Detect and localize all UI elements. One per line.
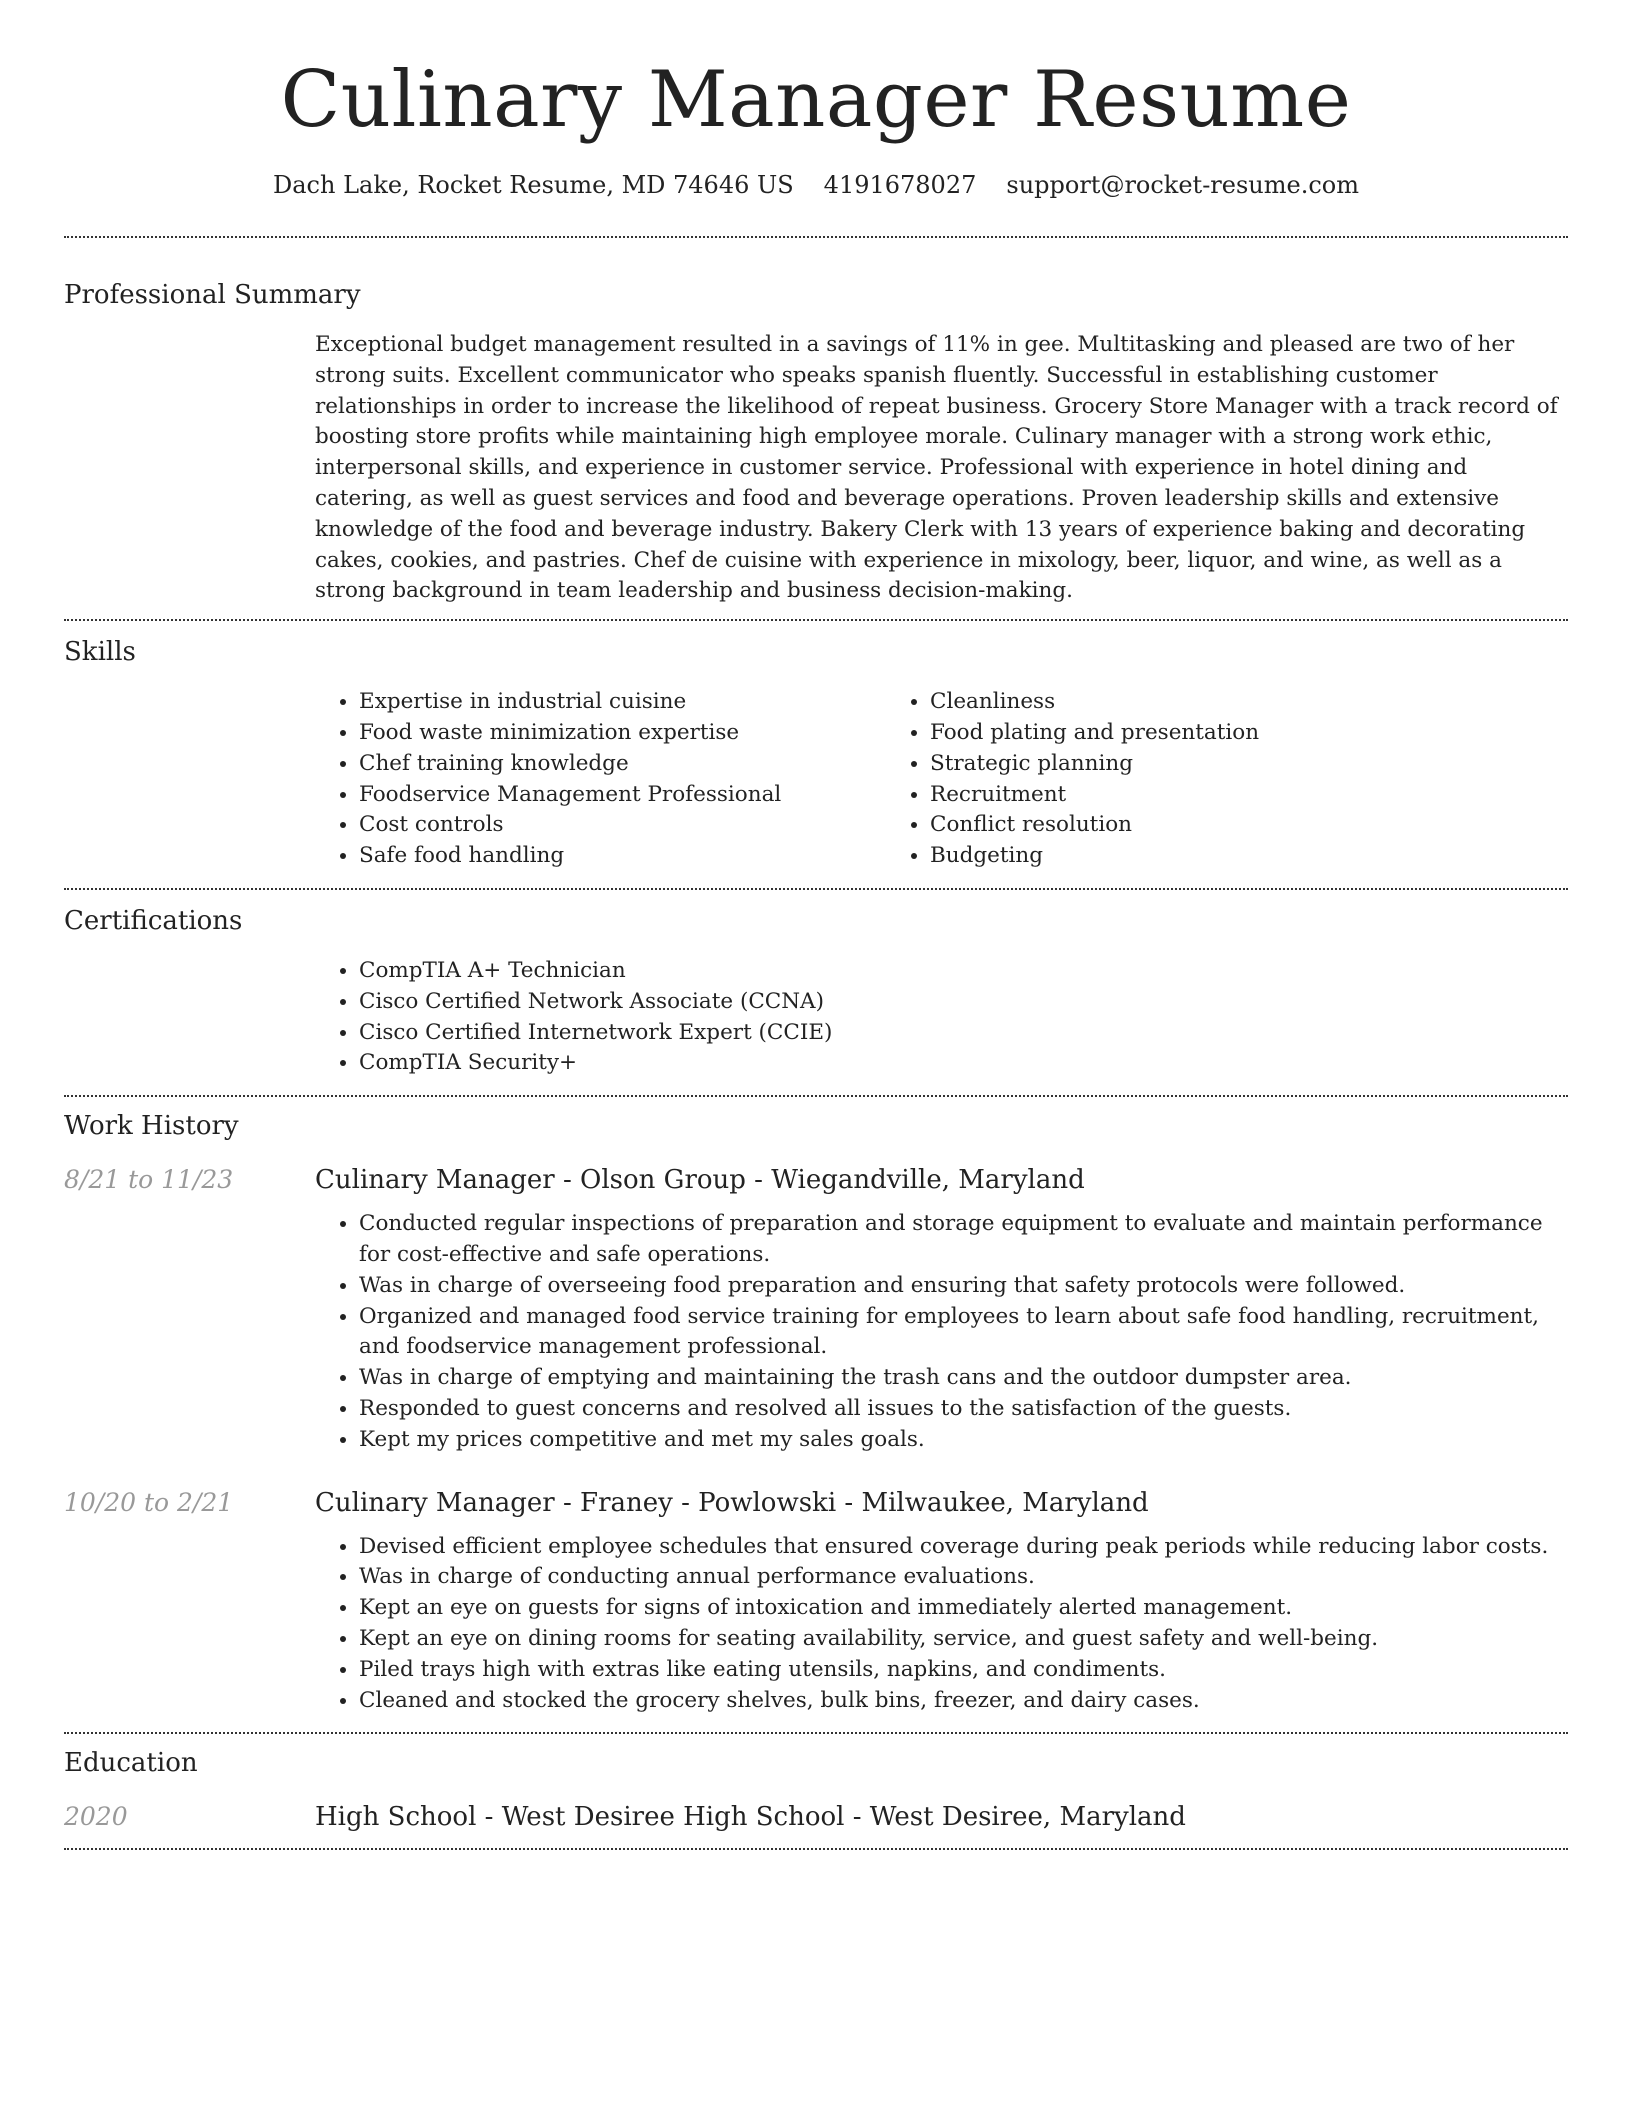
resume-page: [64, 0, 1568, 1850]
job-bullet: • Piled trays high with extras like eating utensils, napkins, and condiments.: [359, 1655, 1568, 1686]
section-divider: [64, 1848, 1568, 1850]
job-date: 8/21 to 11/23: [64, 1165, 234, 1195]
job-details: [315, 1209, 1568, 1455]
education-heading: Education: [64, 1748, 198, 1779]
skills-list-right: [886, 687, 1457, 872]
education-school: High School - West Desiree High School - West Desiree, Maryland: [315, 1802, 1186, 1833]
skill-item: • Conflict resolution: [930, 810, 1457, 841]
job-entry: [64, 1488, 1568, 1518]
job-bullet: • Kept an eye on dining rooms for seating availability, service, and guest safety and well-being.: [359, 1624, 1568, 1655]
certification-item: • Cisco Certified Network Associate (CCNA): [359, 987, 1568, 1018]
job-entry: [64, 1165, 1568, 1195]
section-divider: [64, 1095, 1568, 1097]
job-bullet: • Was in charge of overseeing food preparation and ensuring that safety protocols were followed.: [359, 1271, 1568, 1302]
job-bullet: • Cleaned and stocked the grocery shelves, bulk bins, freezer, and dairy cases.: [359, 1686, 1568, 1717]
section-divider: [64, 888, 1568, 890]
skill-item: • Food waste minimization expertise: [359, 718, 886, 749]
section-divider: [64, 236, 1568, 238]
skills-heading: Skills: [64, 637, 136, 668]
job-bullet: • Devised efficient employee schedules that ensured coverage during peak periods while reducing labor costs.: [359, 1532, 1568, 1563]
certifications-block: [315, 956, 1568, 1079]
skill-item: • Recruitment: [930, 780, 1457, 811]
job-bullet: • Was in charge of emptying and maintaining the trash cans and the outdoor dumpster area.: [359, 1363, 1568, 1394]
work-history-heading: Work History: [64, 1111, 239, 1142]
section-divider: [64, 619, 1568, 621]
certification-item: • CompTIA A+ Technician: [359, 956, 1568, 987]
contact-phone: 4191678027: [823, 171, 977, 199]
job-bullets: [315, 1209, 1568, 1455]
certification-item: • CompTIA Security+: [359, 1048, 1568, 1079]
education-date: 2020: [64, 1802, 128, 1832]
skills-list-left: [315, 687, 886, 872]
job-bullet: • Kept an eye on guests for signs of intoxication and immediately alerted management.: [359, 1593, 1568, 1624]
section-divider: [64, 1732, 1568, 1734]
skill-item: • Strategic planning: [930, 749, 1457, 780]
certifications-list: [315, 956, 1568, 1079]
skills-columns: [315, 687, 1568, 872]
resume-title: Culinary Manager Resume: [280, 55, 1352, 145]
skill-item: • Expertise in industrial cuisine: [359, 687, 886, 718]
job-bullets: [315, 1532, 1568, 1717]
job-bullet: • Conducted regular inspections of preparation and storage equipment to evaluate and maintain performance for cost-effective and safe operations.: [359, 1209, 1568, 1271]
certifications-heading: Certifications: [64, 905, 243, 936]
contact-address: Dach Lake, Rocket Resume, MD 74646 US: [273, 171, 794, 199]
education-entry: [64, 1802, 1568, 1832]
skill-item: • Food plating and presentation: [930, 718, 1457, 749]
contact-line: [64, 168, 1568, 202]
skill-item: • Cleanliness: [930, 687, 1457, 718]
skill-item: • Safe food handling: [359, 841, 886, 872]
job-bullet: • Kept my prices competitive and met my sales goals.: [359, 1425, 1568, 1456]
job-bullet: • Was in charge of conducting annual performance evaluations.: [359, 1562, 1568, 1593]
skill-item: • Cost controls: [359, 810, 886, 841]
job-date: 10/20 to 2/21: [64, 1487, 234, 1517]
job-bullet: • Responded to guest concerns and resolved all issues to the satisfaction of the guests.: [359, 1394, 1568, 1425]
skill-item: • Budgeting: [930, 841, 1457, 872]
summary-text: Exceptional budget management resulted in a savings of 11% in gee. Multitasking and pleased are two of her strong suits. Excellent communicator who speaks spanish fluently. Successful in establishing customer relationships in order to increase the likelihood of repeat business. Grocery Store Manager with a track record of boosting store profits while maintaining high employee morale. Culinary manager with a strong work ethic, interpersonal skills, and experience in customer service. Professional with experience in hotel dining and catering, as well as guest services and food and beverage operations. Proven leadership skills and extensive knowledge of the food and beverage industry. Bakery Clerk with 13 years of experience baking and decorating cakes, cookies, and pastries. Chef de cuisine with experience in mixology, beer, liquor, and wine, as well as a strong background in team leadership and business decision-making.: [315, 332, 1558, 604]
job-title: Culinary Manager - Olson Group - Wiegandville, Maryland: [315, 1165, 1085, 1196]
job-bullet: • Organized and managed food service training for employees to learn about safe food handling, recruitment, and foodservice management professional.: [359, 1302, 1568, 1364]
summary-heading: Professional Summary: [64, 280, 361, 310]
job-details: [315, 1532, 1568, 1717]
certification-item: • Cisco Certified Internetwork Expert (CCIE): [359, 1018, 1568, 1049]
skill-item: • Chef training knowledge: [359, 749, 886, 780]
job-title: Culinary Manager - Franey - Powlowski - Milwaukee, Maryland: [315, 1487, 1149, 1518]
skill-item: • Foodservice Management Professional: [359, 780, 886, 811]
contact-email: support@rocket-resume.com: [1006, 171, 1359, 199]
